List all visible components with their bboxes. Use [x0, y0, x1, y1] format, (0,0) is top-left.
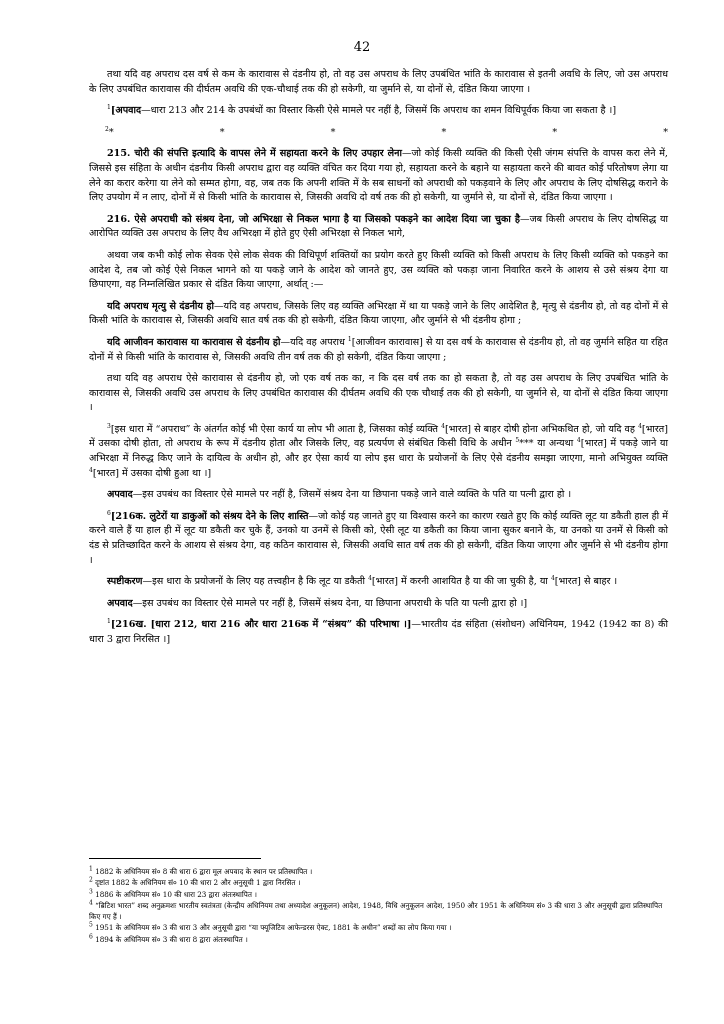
section-216a-explanation: स्पष्टीकरण—इस धारा के प्रयोजनों के लिए यह तत्त्वहीन है कि लूट या डकैती $^4$[भारत] में करनी आशयित है या की जा चुकी है, या $^4$[भारत] से बाहर ।	[107, 575, 618, 588]
footnote-item: $^3$ 1886 के अधिनियम सं० 10 की धारा 23 द्वारा अंतःस्थापित ।	[89, 888, 257, 899]
exception-label: अपवाद	[107, 489, 133, 501]
section-heading: [216क. लुटेरों या डाकुओं को संश्रय देने के लिए शास्ति	[110, 510, 309, 522]
clause-text: [आजीवन कारावास] से या दस वर्ष के कारावास से दंडनीय हो, तो वह जुर्माने सहित या रहित दोनों में से किसी भांति के कारावास से, जिसकी अवधि तीन वर्ष तक की हो सकेगी, दंडित किया जाएगा ;	[89, 336, 668, 363]
footnote-ref: 6	[107, 509, 111, 517]
clause-text: —यदि वह अपराध, जिसके लिए वह व्यक्ति अभिरक्षा में था या पकड़े जाने के लिए आदेशित है, मृत्यु से दंडनीय हो, तो वह दोनों में से किसी भांति के कारावास से, जिसकी अवधि सात वर्ष तक की हो सकेगी, दंडित किया जाएगा, और जुर्माने से भी दंडनीय होगा ;	[89, 300, 668, 327]
exception-text: —इस उपबंध का विस्तार ऐसे मामले पर नहीं है, जिसमें संश्रय देना या छिपाना पकड़े जाने वाले व्यक्ति के पति या पत्नी द्वारा हो ।	[132, 489, 572, 501]
footnote-item: $^1$ 1882 के अधिनियम सं० 8 की धारा 6 द्वारा मूल अपवाद के स्थान पर प्रतिस्थापित ।	[89, 865, 313, 876]
footnote-ref: 4	[550, 575, 555, 583]
section-text: —जो कोई यह जानते हुए या विश्वास करने का कारण रखते हुए कि कोई व्यक्ति लूट या डकैती हाल ही में करने वाले हैं या हाल ही में लूट या डकैती कर चुके हैं, उनको या उनमें से किसी को, ऐसी लूट या डकैती का किया जाना सुकर बनाने के, या उनको या उनमें से किसी को दंड से प्रतिच्छादित करने के आशय से संश्रय देगा, वह कठिन कारावास से, जिसकी अवधि सात वर्ष तक की हो सकेगी, दंडित किया जाएगा और जुर्माने से भी दंडनीय होगा ।	[89, 510, 668, 566]
footnote-ref: 4	[441, 422, 445, 430]
section-heading: [216ख. [धारा 212, धारा 216 और धारा 216क में “संश्रय” की परिभाषा ।]	[110, 619, 412, 631]
section-215	[89, 147, 668, 205]
footnote-divider	[89, 858, 261, 859]
section-216	[89, 213, 668, 242]
exception-213-214	[89, 104, 668, 119]
document-body	[89, 68, 668, 655]
section-216a	[89, 510, 668, 568]
section-heading: 215. चोरी की संपत्ति इत्यादि के वापस लेने में सहायता करने के लिए उपहार लेना	[107, 148, 402, 160]
section-216-life	[89, 336, 668, 365]
footnote-item: $^6$ 1894 के अधिनियम सं० 3 की धारा 8 द्वारा अंतःस्थापित ।	[89, 933, 248, 944]
omission-stars	[89, 126, 668, 141]
star-mark: *	[441, 126, 447, 138]
section-216-para-2: अथवा जब कभी कोई लोक सेवक ऐसे लोक सेवक की विधिपूर्ण शक्तियों का प्रयोग करते हुए किसी व्यक्ति को किसी अपराध के लिए किसी व्यक्ति को पकड़ने का आदेश दे, तब जो कोई ऐसे निकल भागने को या पकड़े जाने के आदेश को जानते हुए, उस व्यक्ति को पकड़ा जाना निवारित करने के आशय से उसे संश्रय देगा या छिपाएगा, वह निम्नलिखित प्रकार से दंडित किया जाएगा, अर्थात् :—	[89, 249, 668, 291]
clause-label: यदि आजीवन कारावास या कारावास से दंडनीय हो	[107, 336, 281, 348]
paragraph-intro: तथा यदि वह अपराध दस वर्ष से कम के कारावास से दंडनीय हो, तो वह उस अपराध के लिए उपबंधित भांति के कारावास से इतनी अवधि के लिए, जो उस अपराध के लिए उपबंधित कारावास की दीर्घतम अवधि की एक-चौथाई तक की हो सकेगी, या जुर्माने से, या दोनों से, दंडित किया जाएगा ।	[89, 69, 668, 95]
section-216b	[89, 618, 668, 647]
footnote-ref: 5	[515, 437, 520, 445]
footnote-ref: 4	[576, 437, 581, 445]
footnote-ref: 1	[347, 335, 352, 343]
section-216a-exception	[89, 597, 668, 612]
footnote-ref: 4	[89, 466, 93, 474]
exception-text: —इस उपबंध का विस्तार ऐसे मामले पर नहीं है, जिसमें संश्रय देना, या छिपाना अपराधी के पति या पत्नी द्वारा हो ।]	[132, 597, 528, 609]
section-216-death	[89, 300, 668, 329]
star-mark: *	[219, 126, 225, 138]
exception-label: अपवाद	[107, 597, 133, 609]
explanation-label: स्पष्टीकरण	[107, 576, 143, 588]
footnote-ref: 1	[107, 618, 111, 626]
section-216-offence-definition: $^3$[इस धारा में “अपराध” के अंतर्गत कोई भी ऐसा कार्य या लोप भी आता है, जिसका कोई व्यक्ति $^4$[भारत] से बाहर दोषी होना अभिकथित हो, जो यदि वह $^4$[भारत] में उसका दोषी होता, तो अपराध के रूप में दंडनीय होता और जिसके लिए, वह प्रत्यर्पण से संबंधित किसी विधि के अधीन $^5$*** या अन्यथा $^4$[भारत] में पकड़े जाने या अभिरक्षा में निरुद्ध किए जाने के दायित्व के अधीन हो, और हर ऐसा कार्य या लोप इस धारा के प्रयोजनों के लिए ऐसे दंडनीय समझा जाएगा, मानो अभियुक्त व्यक्ति $^4$[भारत] में उसका दोषी हुआ था ।]	[89, 422, 668, 479]
exception-text: —धारा 213 और 214 के उपबंधों का विस्तार किसी ऐसे मामले पर नहीं है, जिसमें कि अपराध का शमन विधिपूर्वक किया जा सकता है ।]	[141, 105, 617, 117]
section-text: —जब किसी अपराध के लिए दोषसिद्ध या आरोपित व्यक्ति उस अपराध के लिए वैध अभिरक्षा में होते हुए ऐसी अभिरक्षा से निकल भागे,	[89, 213, 668, 240]
footnote-item: $^2$ दृष्टांत 1882 के अधिनियम सं० 10 की धारा 2 और अनुसूची 1 द्वारा निरसित ।	[89, 876, 301, 888]
section-216-exception	[89, 488, 668, 503]
section-216-lesser: तथा यदि वह अपराध ऐसे कारावास से दंडनीय हो, जो एक वर्ष तक का, न कि दस वर्ष तक का हो सकता है, तो वह उस अपराध के लिए उपबंधित भांति के कारावास से, जिसकी अवधि उस अपराध के लिए उपबंधित कारावास की दीर्घतम अवधि की एक चौथाई तक की हो सकेगी, या जुर्माने से, या दोनों से दंडित किया जाएगा ।	[89, 373, 668, 414]
footnote-item: $^5$ 1951 के अधिनियम सं० 3 की धारा 3 और अनुसूची द्वारा “या फ्यूजिटिव आफेन्डरस ऐक्ट, 1881 के अधीन” शब्दों का लोप किया गया ।	[89, 922, 452, 933]
star-mark: *	[552, 126, 558, 138]
footnote-ref: 4	[368, 575, 372, 583]
footnotes	[89, 866, 668, 945]
star-mark: *	[663, 126, 668, 138]
clause-label: यदि अपराध मृत्यु से दंडनीय हो	[107, 300, 214, 312]
footnote-ref: 4	[638, 422, 642, 430]
footnote-ref: 1	[107, 104, 111, 111]
section-heading: 216. ऐसे अपराधी को संश्रय देना, जो अभिरक्षा से निकल भागा है या जिसको पकड़ने का आदेश दिया जा चुका है	[107, 213, 520, 225]
star-mark: $^2$*	[105, 125, 114, 138]
section-text: —भारतीय दंड संहिता (संशोधन) अधिनियम, 1942 (1942 का 8) की धारा 3 द्वारा निरसित ।]	[89, 619, 668, 645]
page-number: 42	[353, 40, 371, 55]
footnote-item: $^4$ “ब्रिटिश भारत” शब्द अनुक्रमशः भारतीय स्वतंत्रता (केन्द्रीय अधिनियम तथा अध्यादेश अनुकूलन) आदेश, 1948, विधि अनुकूलन आदेश, 1950 और 1951 के अधिनियम सं० 3 की धारा 3 और अनुसूची द्वारा प्रतिस्थापित किए गए हैं ।	[89, 899, 663, 922]
footnote-ref: 2	[105, 125, 109, 133]
clause-text: —यदि वह अपराध	[280, 336, 348, 348]
footnote-ref: 3	[107, 422, 111, 430]
star-mark: *	[330, 126, 336, 138]
exception-label: [अपवाद	[110, 105, 142, 117]
section-text: —जो कोई किसी व्यक्ति की किसी ऐसी जंगम संपत्ति के वापस करा लेने में, जिससे इस संहिता के अधीन दंडनीय किसी अपराध द्वारा वह व्यक्ति वंचित कर दिया गया हो, सहायता करने के बहाने या सहायता करने की बावत कोई परितोषण लेगा या लेने का करार करेगा या लेने को सम्मत होगा, वह, जब तक कि अपनी शक्ति में के सब साधनों को अपराधी को पकड़वाने के लिए और अपराध के लिए दोषसिद्ध कराने के लिए उपयोग में न लाए, दोनों में से किसी भांति के कारावास से, जिसकी अवधि दो वर्ष तक की हो सकेगी, या जुर्माने से, या दोनों से, दंडित किया जाएगा ।	[89, 148, 668, 204]
